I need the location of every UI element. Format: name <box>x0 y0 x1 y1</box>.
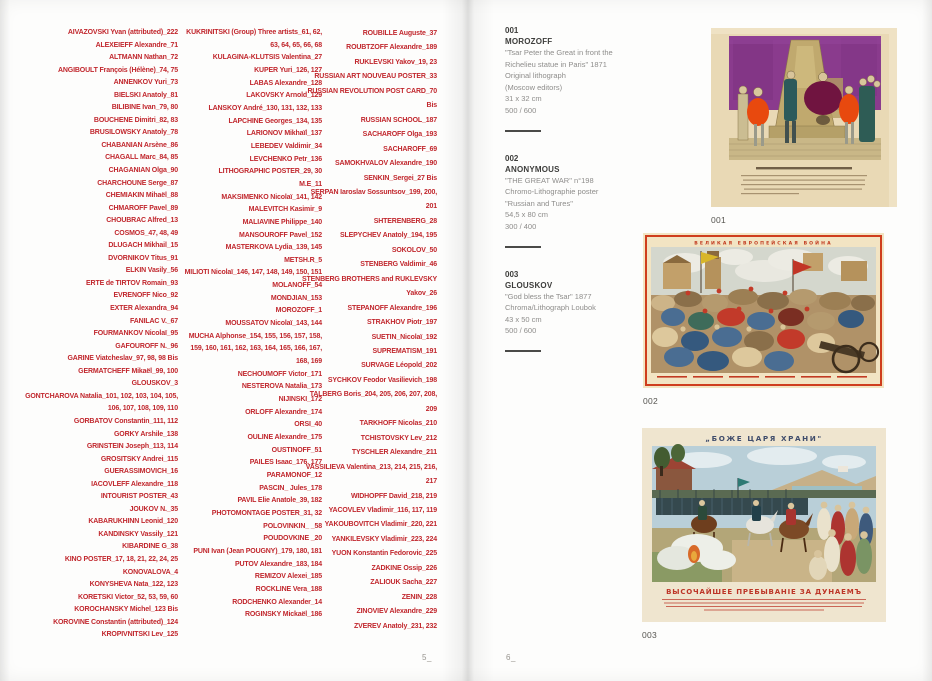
teal-robe <box>859 86 875 142</box>
lot-divider <box>505 130 541 132</box>
index-entry: KUPER Yuri_126, 127 <box>254 66 322 74</box>
index-entry: KULAGINA-KLUTSIS Valentina_27 <box>212 54 322 62</box>
index-entry: KORETSKI Victor_52, 53, 59, 60 <box>77 593 178 601</box>
index-entry: MILIOTI Nicolaï_146, 147, 148, 149, 150, 151 <box>184 269 322 277</box>
lot-entry-001 <box>505 25 667 132</box>
index-entry: GAFOUROFF N._96 <box>115 342 178 350</box>
right-page-edge-shadow <box>922 0 932 681</box>
index-entry: REMIZOV Alexei_185 <box>254 573 322 581</box>
index-entry: KUKRINITSKI (Group) Three artists_61, 62, 63, 64, 65, 66, 68 <box>186 29 322 49</box>
lot-artist: GLOUSKOV <box>505 280 553 290</box>
index-entry: LEVCHENKO Petr_136 <box>249 155 322 163</box>
index-entry: GORBATOV Constantin_111, 112 <box>73 417 178 425</box>
index-entry: INTOURIST POSTER_43 <box>100 493 178 501</box>
index-entry: BRUSILOWSKY Anatoly_78 <box>89 129 178 137</box>
index-entry: ZENIN_228 <box>401 593 437 601</box>
orange-coat-left <box>747 98 769 126</box>
index-entry: CHMAROFF Pavel_89 <box>108 204 178 212</box>
index-entry: ORSI_40 <box>294 421 322 429</box>
parade-scene <box>652 444 876 582</box>
index-entry: DVORNIKOV Titus_91 <box>108 254 178 262</box>
index-entry: CHAGALL Marc_84, 85 <box>105 154 178 162</box>
lot-detail-line: 43 x 50 cm <box>505 314 542 324</box>
index-entry: LAPCHINE Georges_134, 135 <box>228 117 322 125</box>
index-entry: BILIBINE Ivan_79, 80 <box>111 104 178 112</box>
lot-detail-line: "THE GREAT WAR" n°198 <box>505 175 594 185</box>
index-entry: VASSILIEVA Valentina_213, 214, 215, 216, 217 <box>305 463 437 486</box>
index-entry: STENBERG BROTHERS and RUKLEVSKY Yakov_26 <box>302 275 437 298</box>
index-entry: KABARUKHINN Leonid_120 <box>88 518 178 526</box>
index-entry: WIDHOPFF David_218, 219 <box>350 492 437 500</box>
loubok-003-artwork <box>642 428 886 622</box>
index-entry: GLOUSKOV_3 <box>131 380 178 388</box>
index-entry: PAILES Isaac_176, 177 <box>249 459 322 467</box>
lot-detail-line: "Tsar Peter the Great in front the <box>505 48 613 57</box>
index-entry: GRINSTEIN Joseph_113, 114 <box>86 443 178 451</box>
index-entry: LITHOGRAPHIC POSTER_29, 30 <box>218 168 322 176</box>
lot-detail-line: (Moscow editors) <box>505 82 563 92</box>
index-entry: KOROVINE Constantin (attributed)_124 <box>53 618 178 626</box>
index-entry: PAVIL Elie Anatole_39, 182 <box>237 497 322 505</box>
index-entry: ROUBTZOFF Alexandre_189 <box>346 44 437 52</box>
index-entry: SOKOLOV_50 <box>391 246 437 254</box>
index-entry: RODCHENKO Alexander_14 <box>232 598 322 606</box>
index-entry: GERMATCHEFF Mikaël_99, 100 <box>78 367 178 375</box>
index-entry: MUCHA Alphonse_154, 155, 156, 157, 158, 159, 160, 161, 162, 163, 164, 165, 166, 167, 168, 169 <box>188 332 322 366</box>
index-entry: MOROZOFF_1 <box>275 307 322 315</box>
index-entry: KROPIVNITSKI Lev_125 <box>101 631 178 639</box>
index-entry: ANGIBOULT François (Hélène)_74, 75 <box>57 66 178 74</box>
lot-detail-line: Original lithograph <box>505 71 566 81</box>
floor <box>729 138 881 160</box>
page-number-right: 6_ <box>506 653 516 662</box>
left-page-edge-shadow <box>0 0 10 681</box>
index-entry: MAKSIMENKO Nicolaï_141, 142 <box>221 193 322 201</box>
index-entry: NIJINSKI_172 <box>278 396 322 404</box>
index-entry: JOUKOV N._35 <box>129 505 178 513</box>
lot-detail-line: "Russian and Tures" <box>505 198 573 208</box>
index-entry: GARINE Viatcheslav_97, 98, 98 Bis <box>67 355 178 363</box>
index-entry: GUERASSIMOVICH_16 <box>104 468 178 476</box>
lot-detail-line: Richelieu statue in Paris" 1871 <box>505 59 607 69</box>
index-entry: CHAGANIAN Olga_90 <box>108 167 178 175</box>
index-entry: ZALIOUK Sacha_227 <box>370 579 437 587</box>
index-entry: SHTERENBERG_28 <box>373 217 437 225</box>
index-entry: SUETIN_Nicolaï_192 <box>371 333 437 341</box>
index-entry: OUSTINOFF_51 <box>271 446 322 454</box>
index-entry: FOURMANKOV Nicolaï_95 <box>93 330 178 338</box>
orange-coat-right <box>839 94 859 124</box>
index-entry: NECHOUMOFF Victor_171 <box>237 370 322 378</box>
index-entry: PUTOV Alexandre_183, 184 <box>234 560 322 568</box>
index-entry: KANDINSKY Vassily_121 <box>98 530 178 538</box>
lot-artist: MOROZOFF <box>505 37 553 46</box>
index-entry: ZINOVIEV Alexandre_229 <box>356 608 437 616</box>
lithograph-001-artwork <box>711 28 897 207</box>
index-entry: PASCIN_ Jules_178 <box>259 484 322 492</box>
index-entry: PUNI Ivan (Jean POUGNY)_179, 180, 181 <box>193 547 322 555</box>
index-entry: MALEVITCH Kasimir_9 <box>248 206 322 214</box>
index-entry: SACHAROFF_69 <box>383 145 437 153</box>
index-entry: SURVAGE Léopold_202 <box>361 362 437 370</box>
index-entry: STENBERG Valdimir_46 <box>360 261 437 269</box>
lot-image-001 <box>711 28 897 225</box>
index-entry: YACOVLEV Vladimir_116, 117, 119 <box>328 506 437 514</box>
index-entry: ZADKINE Ossip_226 <box>371 564 437 572</box>
lot-divider <box>505 246 541 248</box>
lot-image-003 <box>642 428 886 640</box>
index-entry: RUSSIAN ART NOUVEAU POSTER_33 <box>314 73 437 81</box>
index-entry: EVRENOFF Nico_92 <box>113 292 178 300</box>
index-entry: ROGINSKY Mickaël_186 <box>244 611 322 619</box>
index-entry: CHARCHOUNE Serge_87 <box>97 179 178 187</box>
lot-divider <box>505 350 541 352</box>
index-entry: KOROCHANSKY Michel_123 Bis <box>74 606 178 614</box>
index-entry: ROUBILLE Auguste_37 <box>362 30 437 37</box>
loubok-title: „БОЖЕ ЦАРЯ ХРАНИ" <box>705 434 823 443</box>
index-entry: EXTER Alexandra_94 <box>110 305 178 313</box>
index-entry: AIVAZOVSKI Yvan (attributed)_222 <box>67 29 178 36</box>
index-entry: COSMOS_47, 48, 49 <box>114 229 178 237</box>
index-entry: ALTMANN Nathan_72 <box>109 54 178 62</box>
lot-detail-line: Chromo-Lithographie poster <box>505 187 599 197</box>
index-entry: BIELSKI Anatoly_81 <box>114 91 178 99</box>
index-entry: KONYSHEVA Nata_122, 123 <box>89 581 178 589</box>
index-entry: YANKILEVSKY Vladimir_223, 224 <box>331 535 437 543</box>
index-entry: CHOUBRAC Alfred_13 <box>106 217 178 225</box>
index-entry: POUDOVKINE _20 <box>263 535 322 543</box>
lot-detail-line: 500 / 600 <box>505 105 537 115</box>
index-entry: MONDJIAN_153 <box>270 294 322 302</box>
index-entry: LANSKOY André_130, 131, 132, 133 <box>208 104 322 112</box>
index-entry: MALIAVINE Philippe_140 <box>242 218 322 226</box>
lot-number: 003 <box>505 269 519 279</box>
index-entry: RUSSIAN REVOLUTION POST CARD_70 Bis <box>307 87 437 110</box>
index-column-3 <box>301 27 437 634</box>
index-entry: SAMOKHVALOV Alexandre_190 <box>334 160 437 168</box>
index-entry: TALBERG Boris_204, 205, 206, 207, 208, 209 <box>309 391 437 413</box>
index-entry: SLEPYCHEV Anatoly_194, 195 <box>340 232 437 240</box>
book-gutter-shadow <box>442 0 494 681</box>
index-entry: TARKHOFF Nicolas_210 <box>359 420 437 428</box>
index-entry: GORKY Arshile_138 <box>114 430 178 438</box>
figure-caption: 003 <box>642 630 658 640</box>
index-entry: SERPAN Iaroslav Sossuntsov_199, 200, 201 <box>310 188 437 211</box>
lot-number: 002 <box>505 153 519 163</box>
index-entry: KIBARDINE G_38 <box>122 543 178 551</box>
poster-banner-title: ВЕЛИКАЯ ЕВРОПЕЙСКАЯ ВОЙНА <box>694 241 833 247</box>
index-entry: M.E_11 <box>299 180 322 188</box>
index-entry: GROSITSKY Andrei_115 <box>100 455 178 463</box>
index-entry: KINO POSTER_17, 18, 21, 22, 24, 25 <box>64 555 178 563</box>
index-entry: ORLOFF Alexandre_174 <box>245 408 322 416</box>
lot-artist: ANONYMOUS <box>505 164 560 174</box>
index-entry: ROCKLINE Vera_188 <box>255 585 322 593</box>
lot-detail-line: 31 x 32 cm <box>505 94 542 104</box>
index-entry: ALEXEIEFF Alexandre_71 <box>95 41 178 49</box>
index-entry: SYCHKOV Feodor Vasilievich_198 <box>327 376 437 384</box>
battle-scene <box>651 247 878 373</box>
lot-image-002 <box>643 233 884 406</box>
index-entry: TCHISTOVSKY Lev_212 <box>360 434 437 442</box>
index-entry: NESTEROVA Natalia_173 <box>241 383 322 391</box>
index-entry: OULINE Alexandre_175 <box>247 434 322 441</box>
index-entry: ELKIN Vasily_56 <box>125 267 178 275</box>
index-entry: STEPANOFF Alexandre_196 <box>347 304 437 312</box>
lot-detail-line: 54,5 x 80 cm <box>505 210 548 220</box>
index-entry: POLOVINKIN_ _58 <box>263 522 322 530</box>
index-entry: BOUCHENE Dimitri_82, 83 <box>93 116 178 124</box>
index-entry: LEBEDEV Valdimir_34 <box>250 142 322 150</box>
distant-castle <box>838 466 848 472</box>
figure-caption: 001 <box>711 215 727 225</box>
index-entry: CHEMIAKIN Mihaël_88 <box>105 192 178 200</box>
index-entry: MOLANOFF_54 <box>272 282 322 290</box>
index-entry: PARAMONOF_12 <box>266 471 322 479</box>
index-entry: DLUGACH Mikhail_15 <box>108 242 178 250</box>
lot-detail-line: 300 / 400 <box>505 221 537 231</box>
figure-caption: 002 <box>643 396 659 406</box>
index-entry: ZVEREV Anatoly_231, 232 <box>353 622 437 630</box>
index-entry: MOUSSATOV Nicolaï_143, 144 <box>225 320 322 328</box>
lot-detail-line: 500 / 600 <box>505 326 537 336</box>
index-entry: MASTERKOVA Lydia_139, 145 <box>225 244 322 252</box>
index-entry: FANILAC V._67 <box>130 317 178 325</box>
index-entry: PHOTOMONTAGE POSTER_31, 32 <box>211 509 322 517</box>
index-entry: ANNENKOV Yuri_73 <box>113 79 178 87</box>
lot-detail-line: "God bless the Tsar" 1877 <box>505 291 592 301</box>
index-entry: METSH.R_5 <box>284 256 322 264</box>
index-entry: MANSOUROFF Pavel_152 <box>239 231 322 239</box>
index-entry: LARIONOV Mikhaïl_137 <box>246 130 322 138</box>
index-entry: YUON Konstantin Fedorovic_225 <box>331 550 437 558</box>
index-entry: SUPREMATISM_191 <box>372 347 437 355</box>
index-entry: RUSSIAN SCHOOL_187 <box>360 116 437 124</box>
index-entry: ERTE de TIRTOV Romain_93 <box>86 279 178 287</box>
page-number-left: 5_ <box>422 653 432 662</box>
tree-line <box>652 490 876 498</box>
lot-details <box>505 47 667 117</box>
index-entry: YAKOUBOVITCH Vladimir_220, 221 <box>324 521 437 529</box>
index-entry: TYSCHLER Alexandre_211 <box>351 449 437 457</box>
index-entry: KONOVALOVA_4 <box>122 568 178 576</box>
lot-number: 001 <box>505 26 519 35</box>
index-entry: LAKOVSKY Arnold_129 <box>246 92 322 100</box>
lot-details <box>505 175 667 233</box>
index-entry: GONTCHAROVA Natalia_101, 102, 103, 104, 105, 106, 107, 108, 109, 110 <box>25 392 178 413</box>
loubok-headline: ВЫСОЧАЙШЕЕ ПРЕБЫВАНІЕ ЗА ДУНАЕМЪ <box>666 588 862 596</box>
index-entry: CHABANIAN Arsène_86 <box>101 141 178 149</box>
index-entry: IACOVLEFF Alexandre_118 <box>91 480 178 488</box>
index-entry: RUKLEVSKI Yakov_19, 23 <box>354 58 437 66</box>
index-column-1 <box>22 27 178 642</box>
index-entry: SENKIN_Sergei_27 Bis <box>363 174 437 182</box>
index-entry: SACHAROFF Olga_193 <box>362 131 437 139</box>
lot-detail-line: Chroma/Lithograph Loubok <box>505 303 596 313</box>
index-entry: LABAS Alexandre_128 <box>249 79 322 87</box>
index-entry: STRAKHOV Piotr_197 <box>366 319 437 327</box>
poster-002-artwork <box>643 233 884 388</box>
